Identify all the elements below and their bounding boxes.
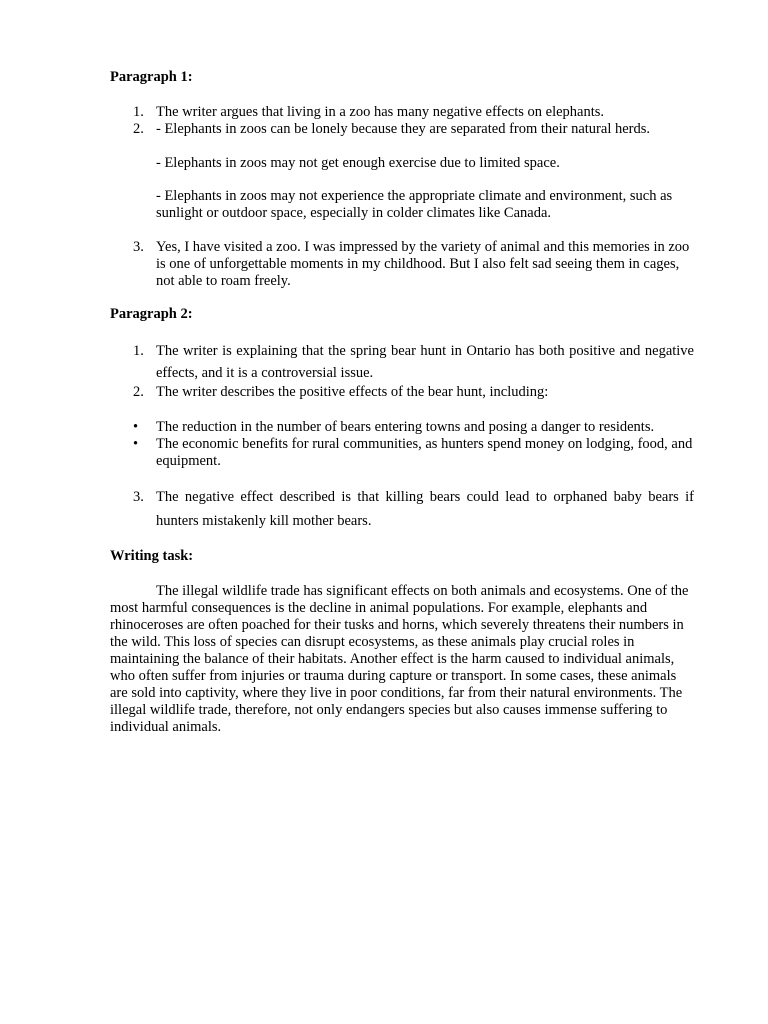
list-number: 3. [133,489,144,505]
paragraph-1-heading: Paragraph 1: [110,69,193,85]
list-number: 2. [133,121,144,137]
list-text: The writer describes the positive effects of the bear hunt, including: [156,384,549,400]
bullet-text: The economic benefits for rural communities, as hunters spend money on lodging, food, and equipment. [156,436,693,469]
list-text: The writer argues that living in a zoo has many negative effects on elephants. [156,104,605,120]
list-number: 1. [133,104,144,120]
writing-task-heading: Writing task: [110,548,194,564]
paragraph-2-heading: Paragraph 2: [110,306,193,322]
list-number: 1. [133,343,144,359]
list-text: - Elephants in zoos can be lonely because they are separated from their natural herds. [156,121,651,137]
list-number: 3. [133,239,144,255]
bullet-text: The reduction in the number of bears entering towns and posing a danger to residents. [156,419,655,435]
list-text: Yes, I have visited a zoo. I was impressed by the variety of animal and this memories in zoo is one of unforgettable moments in my childhood. But I also felt sad seeing them in cages, not able to roam freely. [156,239,690,289]
list-text: - Elephants in zoos may not get enough exercise due to limited space. [156,155,560,171]
bullet-icon: • [133,419,139,435]
list-text: The writer is explaining that the spring bear hunt in Ontario has both positive and negative effects, and it is a controversial issue. [156,343,694,381]
list-text: - Elephants in zoos may not experience the appropriate climate and environment, such as sunlight or outdoor space, especially in colder climates like Canada. [156,188,673,221]
writing-task-body: The illegal wildlife trade has significant effects on both animals and ecosystems. One of the most harmful consequences is the decline in animal populations. For example, elephants and rhinoceroses are often poached for their tusks and horns, which severely threatens their numbers in the wild. This loss of species can disrupt ecosystems, as these animals play crucial roles in maintaining the balance of their habitats. Another effect is the harm caused to individual animals, who often suffer from injuries or trauma during capture or transport. In some cases, these animals are sold into captivity, where they live in poor conditions, far from their natural environments. The illegal wildlife trade, therefore, not only endangers species but also causes immense suffering to individual animals. [110,583,689,735]
bullet-icon: • [133,436,139,452]
list-text: The negative effect described is that killing bears could lead to orphaned baby bears if hunters mistakenly kill mother bears. [156,489,694,529]
list-number: 2. [133,384,144,400]
